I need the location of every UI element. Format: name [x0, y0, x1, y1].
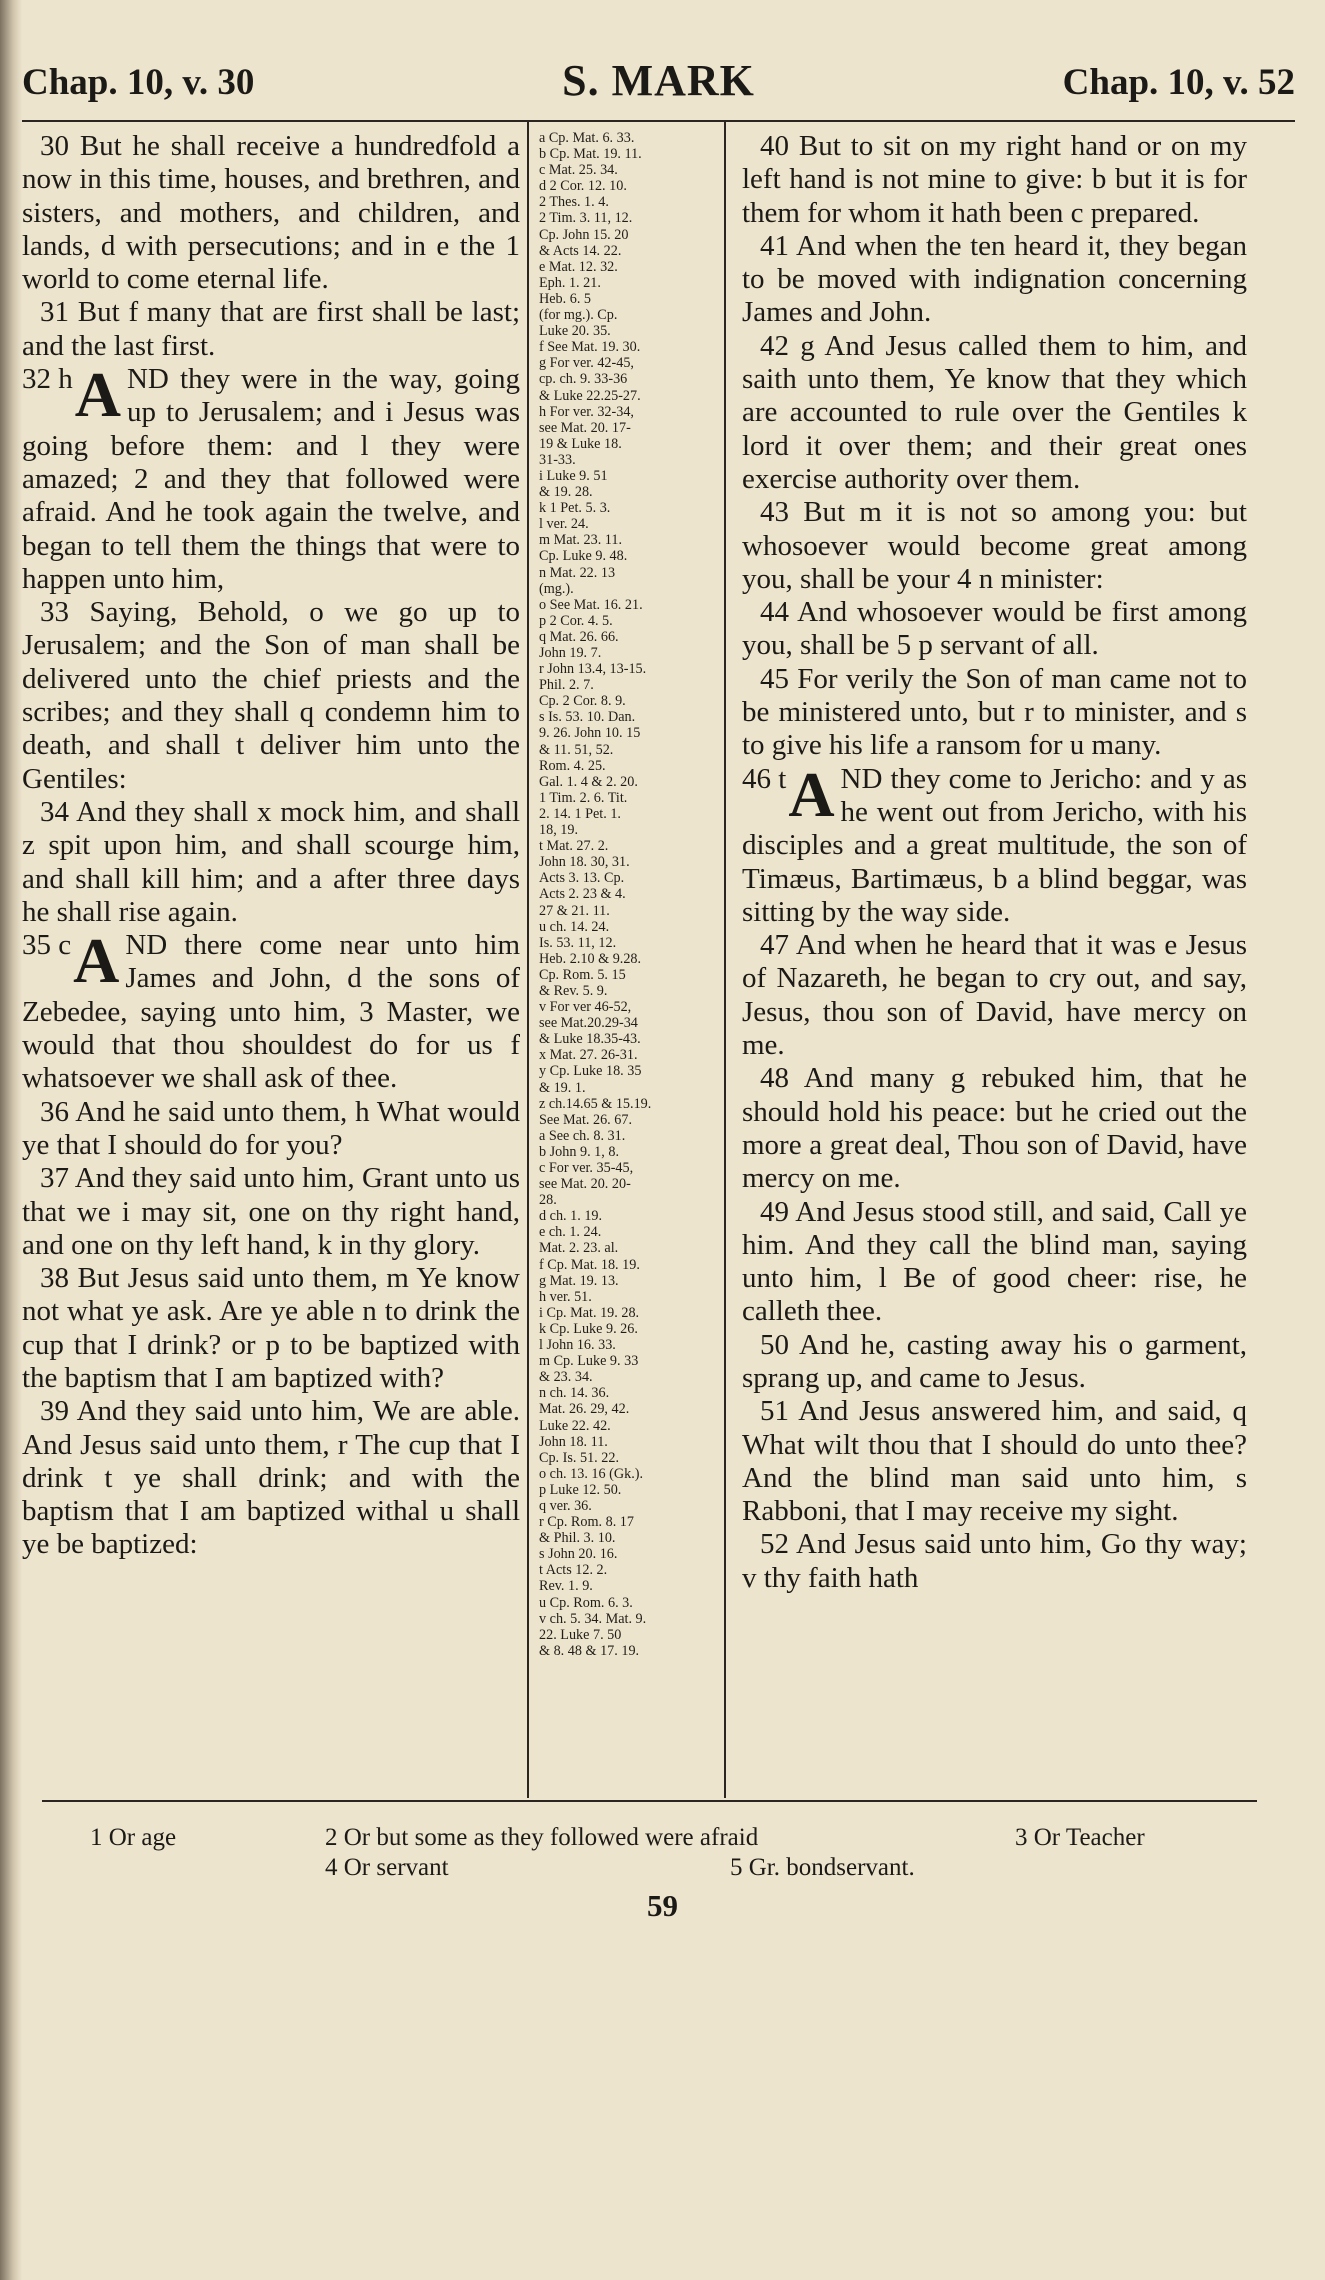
cross-reference-line: Is. 53. 11, 12.: [539, 934, 617, 951]
cross-reference-line: see Mat. 20. 20-: [539, 1176, 631, 1193]
cross-reference-line: & 19. 1.: [539, 1079, 586, 1096]
drop-cap: A: [788, 758, 835, 830]
header-book-title: S. MARK: [562, 56, 755, 105]
cross-reference-line: John 18. 30, 31.: [539, 854, 630, 871]
cross-reference-line: see Mat.20.29-34: [539, 1015, 638, 1032]
cross-reference-line: 18, 19.: [539, 822, 579, 839]
verse-42: 42 g And Jesus called them to him, and saith unto them, Ye know that they which are accounted to rule over the Gentiles k lord it over them; and their great ones exercise authority over them.: [742, 329, 1247, 495]
cross-reference-line: l ver. 24.: [539, 516, 589, 533]
verse-45: 45 For verily the Son of man came not to be ministered unto, but r to minister, and s to give his life a ransom for u many.: [742, 662, 1247, 762]
cross-reference-line: v ch. 5. 34. Mat. 9.: [539, 1610, 647, 1627]
cross-reference-line: m Cp. Luke 9. 33: [539, 1353, 639, 1370]
verse-38: 38 But Jesus said unto them, m Ye know not what ye ask. Are ye able n to drink the cup that I drink? or p to be baptized with the baptism that I am baptized with?: [22, 1262, 520, 1394]
cross-reference-line: i Cp. Mat. 19. 28.: [539, 1304, 640, 1321]
cross-reference-line: Eph. 1. 21.: [539, 274, 601, 291]
cross-reference-line: k 1 Pet. 5. 3.: [539, 500, 611, 517]
cross-reference-line: d ch. 1. 19.: [539, 1208, 603, 1225]
cross-reference-line: See Mat. 26. 67.: [539, 1111, 632, 1128]
cross-reference-line: 22. Luke 7. 50: [539, 1626, 622, 1643]
cross-reference-line: t Acts 12. 2.: [539, 1562, 608, 1579]
cross-reference-line: i Luke 9. 51: [539, 467, 608, 484]
footnote-5: 5 Gr. bondservant.: [730, 1854, 915, 1881]
verse-43: 43 But m it is not so among you: but whosoever would become great among you, shall be your 4 n minister:: [742, 496, 1247, 595]
verse-31: 31 But f many that are first shall be last; and the last first.: [22, 296, 520, 362]
cross-reference-line: k Cp. Luke 9. 26.: [539, 1320, 638, 1337]
cross-reference-line: Acts 2. 23 & 4.: [539, 886, 626, 903]
drop-cap: A: [73, 925, 120, 997]
verse-35: [22, 925, 520, 1095]
cross-reference-line: r Cp. Rom. 8. 17: [539, 1514, 634, 1531]
verse-46: [742, 758, 1247, 929]
footnote-3: 3 Or Teacher: [1015, 1824, 1145, 1851]
footnote-rule: [42, 1800, 1257, 1802]
verse-text: ND they come to Jericho: and y as he went out from Jericho, with his disciples and a great multitude, the son of Timæus, Bartimæus, b a blind beggar, was sitting by the way side.: [742, 762, 1247, 928]
cross-reference-line: o ch. 13. 16 (Gk.).: [539, 1465, 644, 1482]
cross-reference-line: Luke 20. 35.: [539, 323, 611, 340]
cross-reference-line: 31-33.: [539, 451, 576, 468]
text-column-left: [22, 130, 520, 1792]
verse-50: 50 And he, casting away his o garment, sprang up, and came to Jesus.: [742, 1328, 1247, 1394]
cross-reference-line: Cp. Is. 51. 22.: [539, 1449, 620, 1466]
cross-reference-line: & Rev. 5. 9.: [539, 982, 608, 999]
cross-reference-line: b Cp. Mat. 19. 11.: [539, 146, 642, 163]
cross-reference-line: (mg.).: [539, 580, 574, 597]
verse-text: ND they were in the way, going up to Jerusalem; and i Jesus was going before them: and l they were amazed; 2 and they that followed were afraid. And he took again the twelve, and began to tell them the things that were to happen unto him,: [22, 363, 520, 595]
cross-reference-line: Gal. 1. 4 & 2. 20.: [539, 773, 638, 790]
verse-number: 32 h: [22, 363, 73, 396]
cross-reference-line: o See Mat. 16. 21.: [539, 596, 643, 613]
cross-reference-line: g For ver. 42-45,: [539, 355, 634, 372]
cross-reference-line: 19 & Luke 18.: [539, 435, 622, 452]
running-header: [22, 55, 1295, 115]
header-rule: [22, 120, 1295, 122]
verse-47: 47 And when he heard that it was e Jesus of Nazareth, he began to cry out, and say, Jesus, thou son of David, have mercy on me.: [742, 929, 1247, 1062]
cross-reference-line: & 8. 48 & 17. 19.: [539, 1642, 640, 1659]
footnote-1: 1 Or age: [90, 1824, 177, 1851]
cross-reference-line: Rev. 1. 9.: [539, 1578, 593, 1595]
cross-reference-line: Cp. Rom. 5. 15: [539, 966, 626, 983]
cross-reference-line: c Mat. 25. 34.: [539, 162, 618, 179]
cross-reference-line: & Luke 18.35-43.: [539, 1031, 641, 1048]
cross-reference-line: Heb. 2.10 & 9.28.: [539, 950, 642, 967]
cross-reference-line: John 18. 11.: [539, 1433, 608, 1450]
footnote-2: 2 Or but some as they followed were afraid: [325, 1824, 759, 1851]
cross-reference-line: & 19. 28.: [539, 484, 593, 501]
verse-number: 35 c: [22, 929, 72, 962]
column-divider-right: [724, 122, 726, 1798]
cross-reference-line: p Luke 12. 50.: [539, 1481, 622, 1498]
cross-reference-line: d 2 Cor. 12. 10.: [539, 178, 627, 195]
cross-reference-line: p 2 Cor. 4. 5.: [539, 612, 613, 629]
cross-reference-line: Cp. Luke 9. 48.: [539, 548, 628, 565]
cross-reference-line: & 11. 51, 52.: [539, 741, 614, 758]
cross-reference-line: u ch. 14. 24.: [539, 918, 610, 935]
cross-reference-line: Phil. 2. 7.: [539, 677, 594, 694]
cross-reference-line: y Cp. Luke 18. 35: [539, 1063, 642, 1080]
cross-reference-line: & Phil. 3. 10.: [539, 1530, 616, 1547]
verse-48: 48 And many g rebuked him, that he should hold his peace: but he cried out the more a great deal, Thou son of David, have mercy on me.: [742, 1062, 1247, 1195]
cross-reference-line: cp. ch. 9. 33-36: [539, 371, 628, 388]
verse-37: 37 And they said unto him, Grant unto us that we i may sit, one on thy right hand, and one on thy left hand, k in thy glory.: [22, 1162, 520, 1261]
cross-reference-line: & 23. 34.: [539, 1369, 593, 1386]
cross-reference-line: 2 Thes. 1. 4.: [539, 194, 609, 211]
column-divider-left: [527, 122, 529, 1798]
cross-reference-line: Cp. 2 Cor. 8. 9.: [539, 693, 626, 710]
cross-reference-line: q ver. 36.: [539, 1497, 592, 1514]
verse-30: 30 But he shall receive a hundredfold a now in this time, houses, and brethren, and sisters, and mothers, and children, and lands, d with persecutions; and in e the 1 world to come eternal life.: [22, 130, 520, 296]
page-number: 59: [647, 1888, 678, 1923]
cross-reference-line: g Mat. 19. 13.: [539, 1272, 619, 1289]
footnote-4: 4 Or servant: [325, 1854, 449, 1881]
cross-reference-line: l John 16. 33.: [539, 1337, 616, 1354]
cross-reference-line: Luke 22. 42.: [539, 1417, 611, 1434]
verse-39: 39 And they said unto him, We are able. And Jesus said unto them, r The cup that I drink t ye shall drink; and with the baptism that I am baptized withal u shall ye be baptized:: [22, 1395, 520, 1561]
cross-reference-line: c For ver. 35-45,: [539, 1160, 634, 1176]
verse-36: 36 And he said unto them, h What would ye that I should do for you?: [22, 1095, 520, 1161]
cross-reference-line: Cp. John 15. 20: [539, 226, 629, 243]
verse-49: 49 And Jesus stood still, and said, Call ye him. And they call the blind man, saying unto him, l Be of good cheer: rise, he calleth thee.: [742, 1195, 1247, 1328]
verse-51: 51 And Jesus answered him, and said, q What wilt thou that I should do unto thee? And the blind man said unto him, s Rabboni, that I may receive my sight.: [742, 1395, 1247, 1528]
header-right-chapter: Chap. 10, v. 52: [1062, 62, 1295, 103]
cross-reference-line: John 19. 7.: [539, 645, 602, 661]
verse-text: ND there come near unto him James and John, d the sons of Zebedee, saying unto him, 3 Master, we would that thou shouldest do for us f whatsoever we shall ask of thee.: [22, 929, 520, 1095]
cross-reference-line: Heb. 6. 5: [539, 290, 592, 307]
cross-reference-line: 28.: [539, 1192, 557, 1209]
cross-reference-line: s John 20. 16.: [539, 1546, 618, 1563]
verse-33: 33 Saying, Behold, o we go up to Jerusalem; and the Son of man shall be delivered unto the chief priests and the scribes; and they shall q condemn him to death, and shall t deliver him unto the Gentiles:: [22, 596, 520, 795]
cross-reference-line: n ch. 14. 36.: [539, 1385, 610, 1402]
cross-reference-line: q Mat. 26. 66.: [539, 628, 619, 645]
verse-32: [22, 359, 520, 596]
cross-reference-line: n Mat. 22. 13: [539, 564, 616, 581]
cross-reference-column: [539, 130, 719, 1792]
cross-reference-line: a Cp. Mat. 6. 33.: [539, 130, 635, 146]
cross-reference-line: b John 9. 1, 8.: [539, 1143, 620, 1160]
cross-reference-line: 2. 14. 1 Pet. 1.: [539, 805, 621, 822]
cross-reference-line: 27 & 21. 11.: [539, 902, 610, 919]
cross-reference-line: h For ver. 32-34,: [539, 403, 634, 420]
verse-34: 34 And they shall x mock him, and shall z spit upon him, and shall scourge him, and shall kill him; and a after three days he shall rise again.: [22, 795, 520, 928]
verse-52: 52 And Jesus said unto him, Go thy way; v thy faith hath: [742, 1528, 1247, 1594]
cross-reference-line: Mat. 26. 29, 42.: [539, 1401, 630, 1418]
cross-reference-line: t Mat. 27. 2.: [539, 838, 609, 855]
cross-reference-line: h ver. 51.: [539, 1288, 592, 1305]
cross-reference-line: Rom. 4. 25.: [539, 757, 606, 774]
cross-reference-line: a See ch. 8. 31.: [539, 1127, 626, 1144]
cross-reference-line: s Is. 53. 10. Dan.: [539, 709, 636, 726]
cross-reference-line: e ch. 1. 24.: [539, 1224, 602, 1241]
cross-reference-line: see Mat. 20. 17-: [539, 419, 631, 436]
cross-reference-line: u Cp. Rom. 6. 3.: [539, 1594, 633, 1611]
cross-reference-line: & Acts 14. 22.: [539, 242, 622, 259]
page-binding-shadow: [0, 0, 22, 2280]
cross-reference-line: (for mg.). Cp.: [539, 307, 618, 324]
cross-reference-line: 2 Tim. 3. 11, 12.: [539, 210, 633, 227]
cross-reference-line: & Luke 22.25-27.: [539, 387, 641, 404]
cross-reference-line: Mat. 2. 23. al.: [539, 1240, 619, 1257]
cross-reference-line: e Mat. 12. 32.: [539, 258, 618, 275]
text-column-right: [742, 130, 1247, 1792]
verse-41: 41 And when the ten heard it, they began to be moved with indignation concerning James and John.: [742, 229, 1247, 329]
cross-reference-line: r John 13.4, 13-15.: [539, 661, 647, 678]
cross-reference-line: 1 Tim. 2. 6. Tit.: [539, 789, 628, 806]
verse-44: 44 And whosoever would be first among you, shall be 5 p servant of all.: [742, 596, 1247, 662]
cross-reference-line: m Mat. 23. 11.: [539, 532, 623, 549]
cross-reference-line: 9. 26. John 10. 15: [539, 725, 641, 742]
verse-40: 40 But to sit on my right hand or on my left hand is not mine to give: b but it is for them for whom it hath been c prepared.: [742, 130, 1247, 229]
header-left-chapter: Chap. 10, v. 30: [22, 62, 255, 103]
cross-reference-line: z ch.14.65 & 15.19.: [539, 1095, 652, 1112]
cross-reference-line: v For ver 46-52,: [539, 999, 632, 1016]
cross-reference-line: f Cp. Mat. 18. 19.: [539, 1256, 640, 1273]
cross-reference-line: x Mat. 27. 26-31.: [539, 1047, 638, 1064]
cross-reference-line: Acts 3. 13. Cp.: [539, 870, 625, 887]
cross-reference-line: f See Mat. 19. 30.: [539, 339, 641, 356]
verse-number: 46 t: [742, 762, 787, 795]
drop-cap: A: [74, 359, 121, 431]
